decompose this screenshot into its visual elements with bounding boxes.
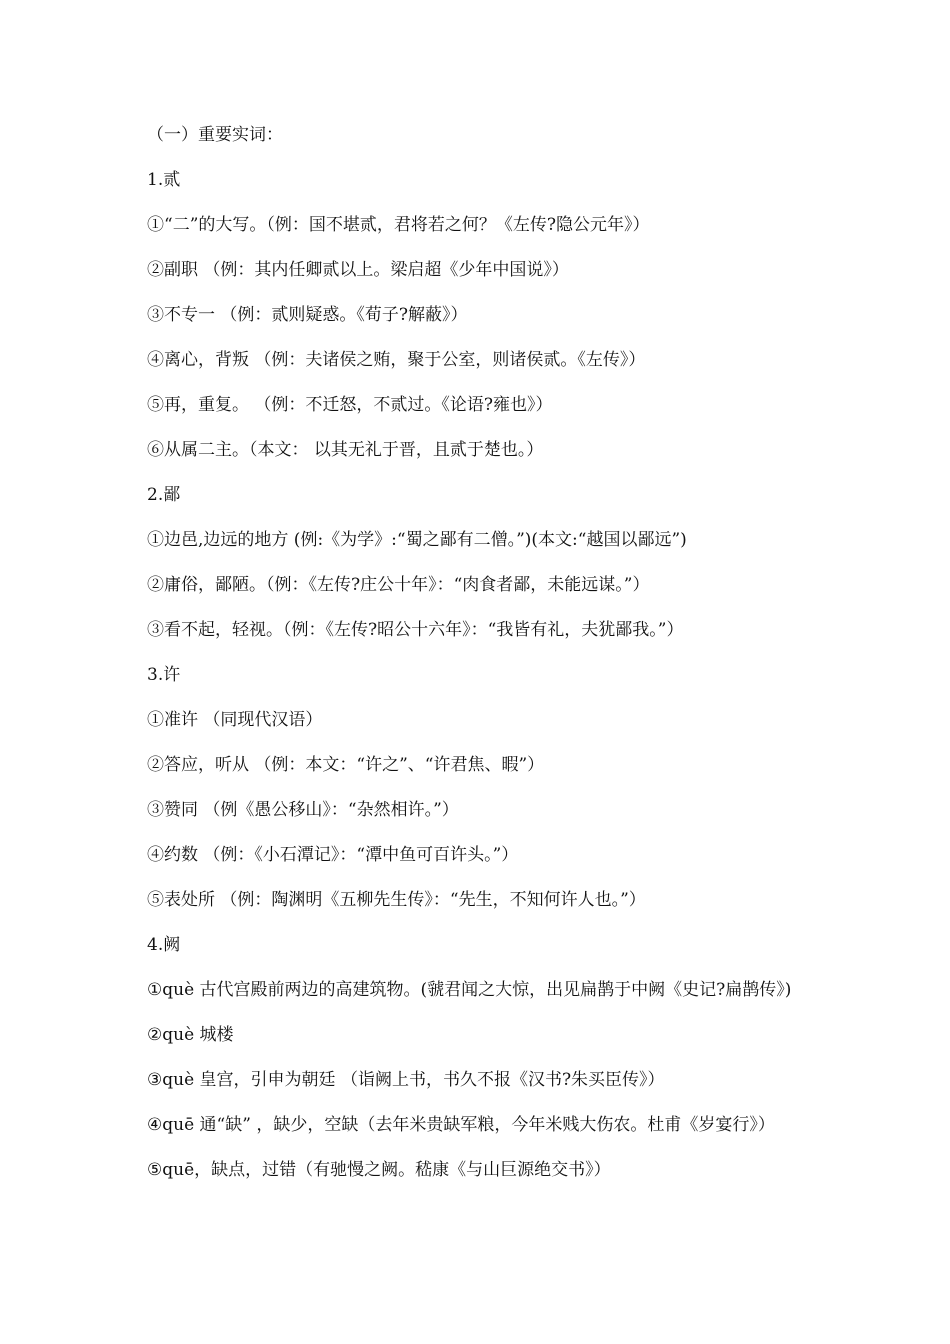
definition-line: ①准许 （同现代汉语）: [147, 710, 323, 730]
entry-heading: 1.贰: [147, 170, 181, 190]
entry-heading: 4.阙: [147, 935, 181, 955]
document-body: [110, 122, 845, 1202]
definition-line: ①“二”的大写。（例：国不堪贰，君将若之何？《左传?隐公元年》）: [147, 215, 650, 235]
definition-line: ⑤再，重复。 （例：不迁怒，不贰过。《论语?雍也》）: [147, 395, 553, 415]
definition-line: ④离心，背叛 （例：夫诸侯之贿，聚于公室，则诸侯贰。《左传》）: [147, 350, 646, 370]
definition-line: ⑥从属二主。（本文： 以其无礼于晋，且贰于楚也。）: [147, 440, 544, 460]
entry-heading: 2.鄙: [147, 485, 181, 505]
definition-line: ②副职 （例：其内任卿贰以上。梁启超《少年中国说》）: [147, 260, 569, 280]
definition-line: ②què 城楼: [147, 1025, 234, 1045]
definition-line: ②答应，听从 （例：本文：“许之”、“许君焦、暇”）: [147, 755, 545, 775]
definition-line: ③不专一 （例：贰则疑惑。《荀子?解蔽》）: [147, 305, 468, 325]
definition-line: ③què 皇宫，引申为朝廷 （诣阙上书，书久不报《汉书?朱买臣传》）: [147, 1070, 665, 1090]
definition-line: ⑤表处所 （例：陶渊明《五柳先生传》：“先生，不知何许人也。”）: [147, 890, 646, 910]
definition-line: ①边邑,边远的地方 (例:《为学》:“蜀之鄙有二僧。”)(本文:“越国以鄙远”): [147, 530, 687, 550]
entry-heading: 3.许: [147, 665, 181, 685]
definition-line: ③看不起，轻视。（例：《左传?昭公十六年》：“我皆有礼，夫犹鄙我。”）: [147, 620, 684, 640]
definition-line: ④约数 （例：《小石潭记》：“潭中鱼可百许头。”）: [147, 845, 519, 865]
definition-line: ②庸俗，鄙陋。（例：《左传?庄公十年》：“肉食者鄙，未能远谋。”）: [147, 575, 650, 595]
definition-line: ④quē 通“缺” ，缺少，空缺（去年米贵缺军粮，今年米贱大伤农。杜甫《岁宴行》）: [147, 1115, 775, 1135]
definition-line: ③赞同 （例《愚公移山》：“杂然相许。”）: [147, 800, 459, 820]
definition-line: ①què 古代宫殿前两边的高建筑物。(虢君闻之大惊，出见扁鹊于中阙《史记?扁鹊传》): [147, 980, 792, 1000]
section-heading: （一）重要实词：: [147, 125, 283, 145]
definition-line: ⑤quē，缺点，过错（有驰慢之阙。嵇康《与山巨源绝交书》）: [147, 1160, 611, 1180]
